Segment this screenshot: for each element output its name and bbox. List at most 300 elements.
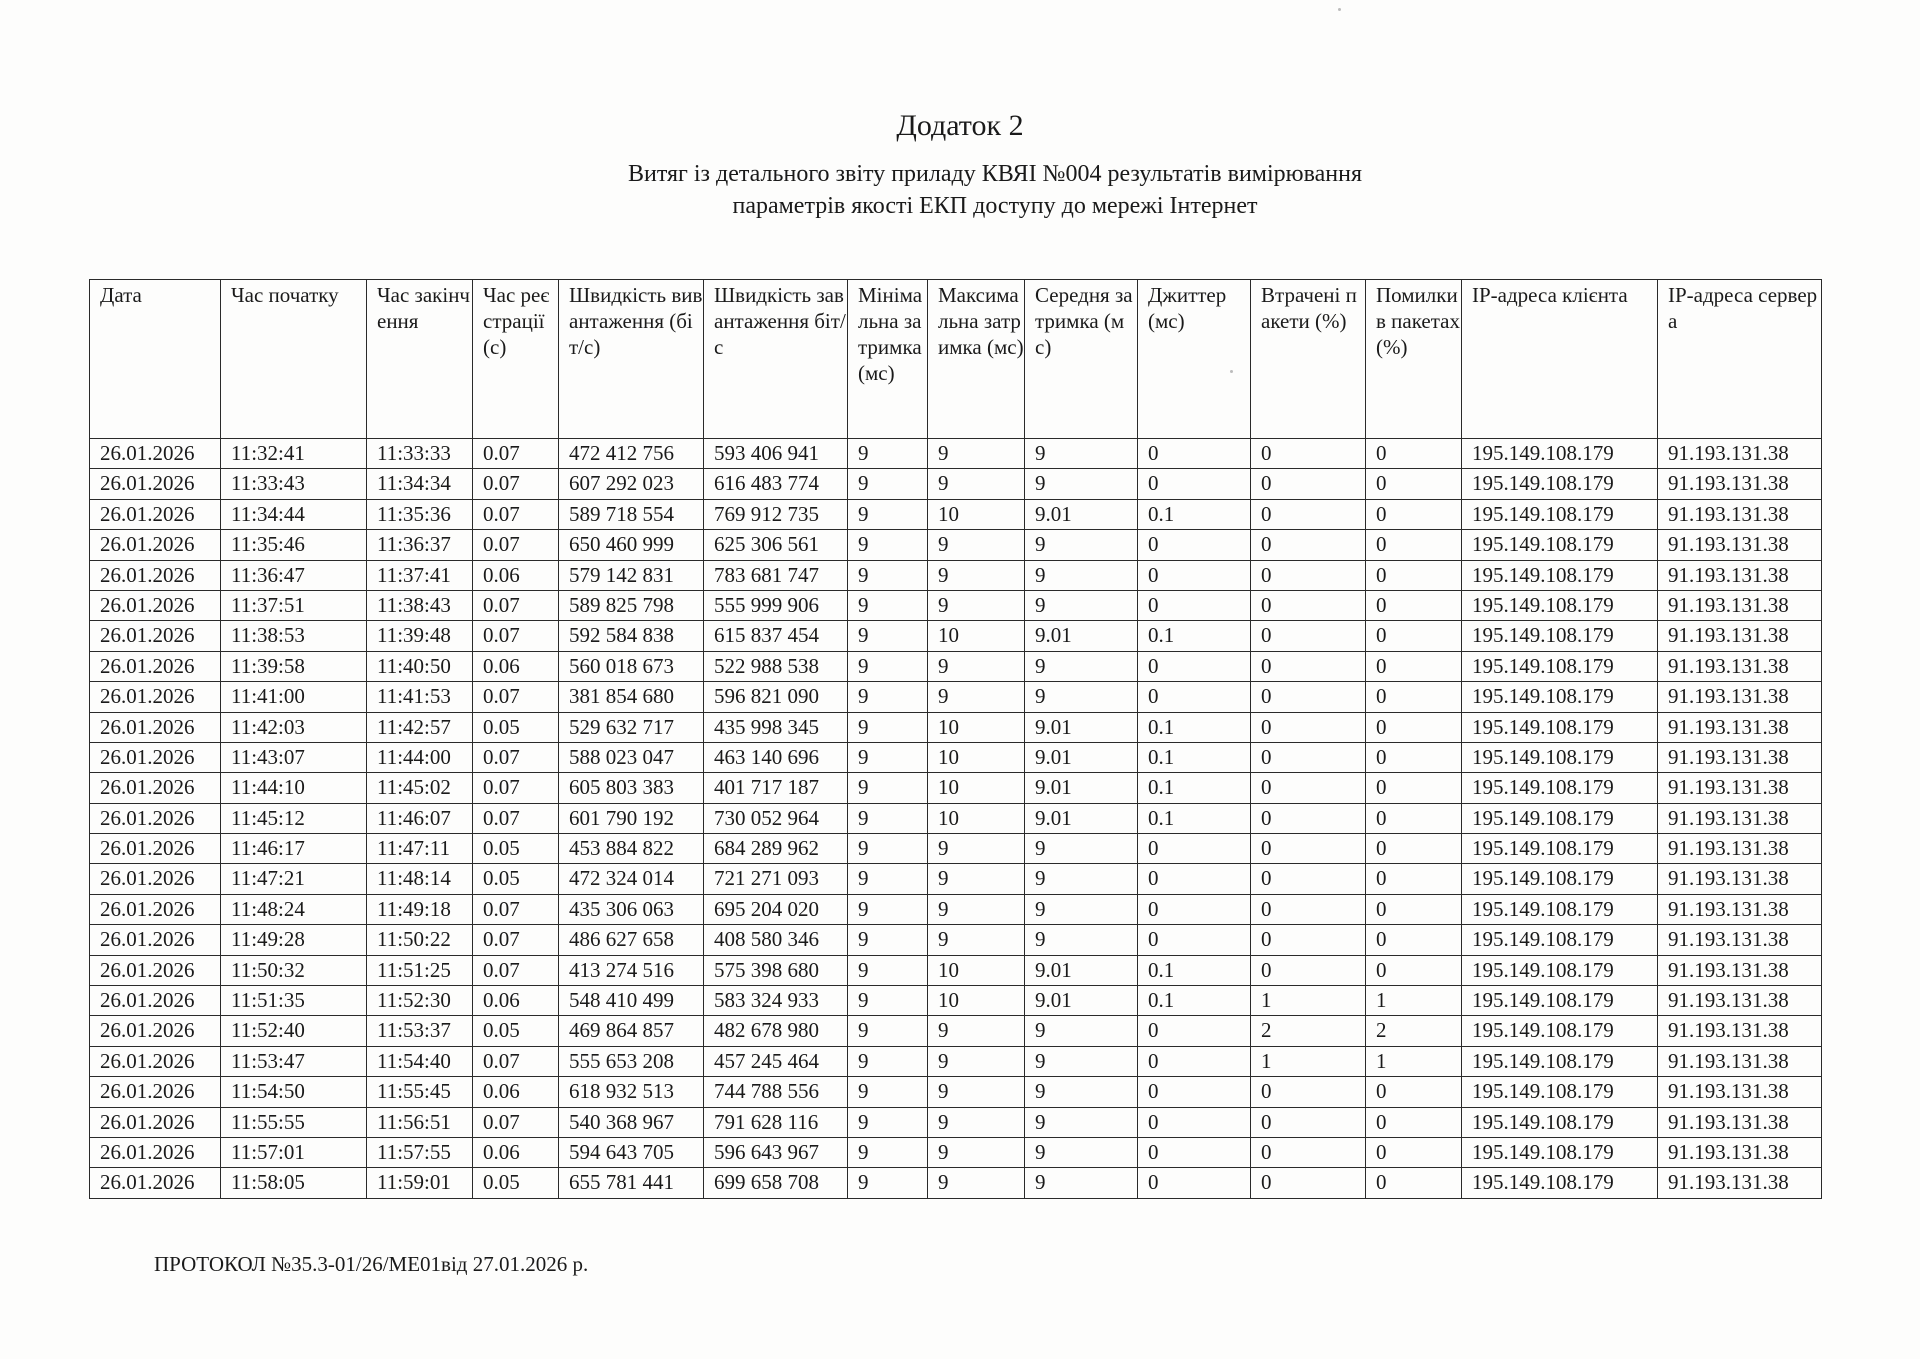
cell-packet-errors: 0 — [1366, 894, 1462, 924]
cell-avg-latency: 9.01 — [1025, 986, 1138, 1016]
cell-date: 26.01.2026 — [90, 925, 221, 955]
cell-max-latency: 9 — [928, 834, 1025, 864]
cell-start-time: 11:42:03 — [221, 712, 367, 742]
cell-min-latency: 9 — [848, 986, 928, 1016]
header-start-time: Час початку — [221, 280, 367, 439]
cell-date: 26.01.2026 — [90, 439, 221, 469]
cell-registration-time: 0.07 — [473, 590, 559, 620]
cell-avg-latency: 9 — [1025, 894, 1138, 924]
cell-max-latency: 9 — [928, 864, 1025, 894]
cell-date: 26.01.2026 — [90, 651, 221, 681]
cell-packet-errors: 1 — [1366, 986, 1462, 1016]
cell-start-time: 11:36:47 — [221, 560, 367, 590]
cell-end-time: 11:48:14 — [367, 864, 473, 894]
cell-packet-errors: 1 — [1366, 1046, 1462, 1076]
cell-upload-speed: 540 368 967 — [559, 1107, 704, 1137]
cell-min-latency: 9 — [848, 621, 928, 651]
cell-end-time: 11:36:37 — [367, 530, 473, 560]
cell-server-ip: 91.193.131.38 — [1658, 499, 1822, 529]
scan-speck — [1230, 370, 1233, 373]
cell-client-ip: 195.149.108.179 — [1462, 1046, 1658, 1076]
table-row — [90, 955, 1822, 985]
cell-end-time: 11:47:11 — [367, 834, 473, 864]
cell-lost-packets: 0 — [1251, 803, 1366, 833]
table-row — [90, 773, 1822, 803]
cell-min-latency: 9 — [848, 1137, 928, 1167]
table-row — [90, 560, 1822, 590]
cell-download-speed: 463 140 696 — [704, 742, 848, 772]
cell-jitter: 0 — [1138, 651, 1251, 681]
cell-end-time: 11:38:43 — [367, 590, 473, 620]
cell-jitter: 0 — [1138, 560, 1251, 590]
cell-start-time: 11:54:50 — [221, 1077, 367, 1107]
cell-registration-time: 0.07 — [473, 621, 559, 651]
cell-end-time: 11:51:25 — [367, 955, 473, 985]
cell-jitter: 0 — [1138, 834, 1251, 864]
cell-start-time: 11:53:47 — [221, 1046, 367, 1076]
table-row — [90, 1016, 1822, 1046]
cell-max-latency: 9 — [928, 1137, 1025, 1167]
cell-server-ip: 91.193.131.38 — [1658, 864, 1822, 894]
cell-server-ip: 91.193.131.38 — [1658, 955, 1822, 985]
cell-avg-latency: 9 — [1025, 925, 1138, 955]
cell-avg-latency: 9.01 — [1025, 712, 1138, 742]
cell-max-latency: 10 — [928, 621, 1025, 651]
cell-client-ip: 195.149.108.179 — [1462, 834, 1658, 864]
cell-client-ip: 195.149.108.179 — [1462, 955, 1658, 985]
cell-client-ip: 195.149.108.179 — [1462, 1016, 1658, 1046]
cell-packet-errors: 0 — [1366, 530, 1462, 560]
cell-min-latency: 9 — [848, 773, 928, 803]
cell-download-speed: 401 717 187 — [704, 773, 848, 803]
cell-avg-latency: 9.01 — [1025, 621, 1138, 651]
cell-registration-time: 0.07 — [473, 803, 559, 833]
cell-avg-latency: 9.01 — [1025, 773, 1138, 803]
cell-end-time: 11:52:30 — [367, 986, 473, 1016]
cell-server-ip: 91.193.131.38 — [1658, 590, 1822, 620]
cell-packet-errors: 0 — [1366, 590, 1462, 620]
cell-lost-packets: 0 — [1251, 712, 1366, 742]
cell-min-latency: 9 — [848, 1168, 928, 1198]
cell-upload-speed: 529 632 717 — [559, 712, 704, 742]
cell-server-ip: 91.193.131.38 — [1658, 742, 1822, 772]
cell-avg-latency: 9 — [1025, 864, 1138, 894]
cell-packet-errors: 0 — [1366, 499, 1462, 529]
table-row — [90, 651, 1822, 681]
cell-client-ip: 195.149.108.179 — [1462, 530, 1658, 560]
header-packet-errors: Помилки в пакетах (%) — [1366, 280, 1462, 439]
cell-client-ip: 195.149.108.179 — [1462, 1107, 1658, 1137]
cell-client-ip: 195.149.108.179 — [1462, 499, 1658, 529]
cell-max-latency: 9 — [928, 1168, 1025, 1198]
cell-download-speed: 791 628 116 — [704, 1107, 848, 1137]
cell-jitter: 0.1 — [1138, 986, 1251, 1016]
cell-server-ip: 91.193.131.38 — [1658, 712, 1822, 742]
cell-upload-speed: 589 825 798 — [559, 590, 704, 620]
cell-client-ip: 195.149.108.179 — [1462, 439, 1658, 469]
cell-lost-packets: 0 — [1251, 682, 1366, 712]
cell-start-time: 11:35:46 — [221, 530, 367, 560]
cell-date: 26.01.2026 — [90, 864, 221, 894]
cell-client-ip: 195.149.108.179 — [1462, 1137, 1658, 1167]
cell-registration-time: 0.06 — [473, 560, 559, 590]
cell-client-ip: 195.149.108.179 — [1462, 1168, 1658, 1198]
cell-upload-speed: 560 018 673 — [559, 651, 704, 681]
cell-jitter: 0.1 — [1138, 712, 1251, 742]
cell-start-time: 11:44:10 — [221, 773, 367, 803]
cell-min-latency: 9 — [848, 1077, 928, 1107]
cell-download-speed: 730 052 964 — [704, 803, 848, 833]
cell-jitter: 0.1 — [1138, 742, 1251, 772]
protocol-footer: ПРОТОКОЛ №35.3-01/26/МЕ01від 27.01.2026 р. — [154, 1252, 589, 1276]
cell-lost-packets: 0 — [1251, 499, 1366, 529]
cell-lost-packets: 2 — [1251, 1016, 1366, 1046]
cell-max-latency: 9 — [928, 590, 1025, 620]
cell-date: 26.01.2026 — [90, 469, 221, 499]
header-upload-speed: Швидкість вивантаження (біт/с) — [559, 280, 704, 439]
cell-max-latency: 10 — [928, 773, 1025, 803]
cell-min-latency: 9 — [848, 439, 928, 469]
cell-registration-time: 0.07 — [473, 955, 559, 985]
cell-download-speed: 699 658 708 — [704, 1168, 848, 1198]
cell-start-time: 11:52:40 — [221, 1016, 367, 1046]
header-lost-packets: Втрачені пакети (%) — [1251, 280, 1366, 439]
cell-registration-time: 0.07 — [473, 742, 559, 772]
cell-download-speed: 596 821 090 — [704, 682, 848, 712]
cell-download-speed: 625 306 561 — [704, 530, 848, 560]
cell-end-time: 11:59:01 — [367, 1168, 473, 1198]
cell-server-ip: 91.193.131.38 — [1658, 682, 1822, 712]
table-row — [90, 590, 1822, 620]
cell-jitter: 0.1 — [1138, 773, 1251, 803]
table-row — [90, 1046, 1822, 1076]
cell-server-ip: 91.193.131.38 — [1658, 560, 1822, 590]
cell-download-speed: 583 324 933 — [704, 986, 848, 1016]
cell-lost-packets: 0 — [1251, 439, 1366, 469]
table-row — [90, 712, 1822, 742]
cell-jitter: 0.1 — [1138, 621, 1251, 651]
cell-date: 26.01.2026 — [90, 712, 221, 742]
cell-packet-errors: 0 — [1366, 834, 1462, 864]
cell-jitter: 0 — [1138, 1107, 1251, 1137]
cell-date: 26.01.2026 — [90, 1046, 221, 1076]
cell-avg-latency: 9.01 — [1025, 742, 1138, 772]
cell-jitter: 0.1 — [1138, 955, 1251, 985]
document-subtitle — [0, 158, 1920, 222]
cell-client-ip: 195.149.108.179 — [1462, 560, 1658, 590]
cell-max-latency: 10 — [928, 955, 1025, 985]
cell-date: 26.01.2026 — [90, 1168, 221, 1198]
cell-download-speed: 555 999 906 — [704, 590, 848, 620]
cell-lost-packets: 0 — [1251, 864, 1366, 894]
cell-packet-errors: 0 — [1366, 651, 1462, 681]
cell-max-latency: 9 — [928, 894, 1025, 924]
cell-server-ip: 91.193.131.38 — [1658, 1077, 1822, 1107]
cell-packet-errors: 0 — [1366, 1107, 1462, 1137]
header-jitter: Джиттер (мс) — [1138, 280, 1251, 439]
cell-download-speed: 615 837 454 — [704, 621, 848, 651]
cell-lost-packets: 0 — [1251, 894, 1366, 924]
cell-server-ip: 91.193.131.38 — [1658, 1046, 1822, 1076]
cell-lost-packets: 0 — [1251, 560, 1366, 590]
cell-avg-latency: 9.01 — [1025, 499, 1138, 529]
cell-registration-time: 0.07 — [473, 499, 559, 529]
cell-registration-time: 0.06 — [473, 1137, 559, 1167]
appendix-title: Додаток 2 — [896, 109, 1024, 142]
cell-end-time: 11:55:45 — [367, 1077, 473, 1107]
cell-jitter: 0 — [1138, 1137, 1251, 1167]
cell-date: 26.01.2026 — [90, 803, 221, 833]
cell-max-latency: 9 — [928, 560, 1025, 590]
header-server-ip: IP-адреса сервера — [1658, 280, 1822, 439]
cell-download-speed: 684 289 962 — [704, 834, 848, 864]
cell-packet-errors: 0 — [1366, 1077, 1462, 1107]
cell-registration-time: 0.05 — [473, 834, 559, 864]
header-end-time: Час закінчення — [367, 280, 473, 439]
cell-end-time: 11:49:18 — [367, 894, 473, 924]
table-row — [90, 894, 1822, 924]
cell-start-time: 11:49:28 — [221, 925, 367, 955]
cell-registration-time: 0.07 — [473, 925, 559, 955]
cell-max-latency: 10 — [928, 986, 1025, 1016]
cell-registration-time: 0.06 — [473, 1077, 559, 1107]
cell-upload-speed: 555 653 208 — [559, 1046, 704, 1076]
table-row — [90, 1168, 1822, 1198]
cell-registration-time: 0.07 — [473, 773, 559, 803]
cell-min-latency: 9 — [848, 864, 928, 894]
cell-server-ip: 91.193.131.38 — [1658, 530, 1822, 560]
cell-end-time: 11:40:50 — [367, 651, 473, 681]
table-row — [90, 682, 1822, 712]
cell-packet-errors: 0 — [1366, 621, 1462, 651]
cell-upload-speed: 650 460 999 — [559, 530, 704, 560]
cell-avg-latency: 9.01 — [1025, 955, 1138, 985]
cell-end-time: 11:34:34 — [367, 469, 473, 499]
table-row — [90, 530, 1822, 560]
cell-min-latency: 9 — [848, 682, 928, 712]
cell-min-latency: 9 — [848, 560, 928, 590]
cell-packet-errors: 0 — [1366, 560, 1462, 590]
cell-avg-latency: 9 — [1025, 439, 1138, 469]
cell-start-time: 11:39:58 — [221, 651, 367, 681]
cell-download-speed: 408 580 346 — [704, 925, 848, 955]
cell-download-speed: 575 398 680 — [704, 955, 848, 985]
cell-lost-packets: 1 — [1251, 986, 1366, 1016]
cell-max-latency: 9 — [928, 1016, 1025, 1046]
cell-end-time: 11:42:57 — [367, 712, 473, 742]
cell-jitter: 0 — [1138, 530, 1251, 560]
cell-min-latency: 9 — [848, 469, 928, 499]
cell-lost-packets: 0 — [1251, 1077, 1366, 1107]
cell-jitter: 0 — [1138, 1016, 1251, 1046]
subtitle-line-1: Витяг із детального звіту приладу КВЯІ №004 результатів вимірювання — [627, 161, 1362, 187]
header-min-latency: Мінімальна затримка (мс) — [848, 280, 928, 439]
cell-avg-latency: 9 — [1025, 1046, 1138, 1076]
cell-min-latency: 9 — [848, 894, 928, 924]
cell-date: 26.01.2026 — [90, 682, 221, 712]
cell-client-ip: 195.149.108.179 — [1462, 621, 1658, 651]
cell-registration-time: 0.05 — [473, 864, 559, 894]
cell-upload-speed: 618 932 513 — [559, 1077, 704, 1107]
cell-date: 26.01.2026 — [90, 1107, 221, 1137]
cell-server-ip: 91.193.131.38 — [1658, 834, 1822, 864]
cell-min-latency: 9 — [848, 1107, 928, 1137]
cell-server-ip: 91.193.131.38 — [1658, 621, 1822, 651]
cell-jitter: 0 — [1138, 682, 1251, 712]
cell-jitter: 0 — [1138, 590, 1251, 620]
cell-packet-errors: 0 — [1366, 742, 1462, 772]
cell-min-latency: 9 — [848, 651, 928, 681]
cell-avg-latency: 9 — [1025, 1137, 1138, 1167]
cell-date: 26.01.2026 — [90, 499, 221, 529]
cell-max-latency: 9 — [928, 925, 1025, 955]
cell-registration-time: 0.06 — [473, 651, 559, 681]
cell-avg-latency: 9 — [1025, 682, 1138, 712]
cell-download-speed: 482 678 980 — [704, 1016, 848, 1046]
cell-max-latency: 9 — [928, 651, 1025, 681]
cell-upload-speed: 594 643 705 — [559, 1137, 704, 1167]
cell-packet-errors: 0 — [1366, 439, 1462, 469]
cell-min-latency: 9 — [848, 834, 928, 864]
table-row — [90, 1137, 1822, 1167]
cell-avg-latency: 9 — [1025, 469, 1138, 499]
cell-packet-errors: 0 — [1366, 1168, 1462, 1198]
cell-download-speed: 783 681 747 — [704, 560, 848, 590]
cell-end-time: 11:41:53 — [367, 682, 473, 712]
cell-lost-packets: 1 — [1251, 1046, 1366, 1076]
cell-avg-latency: 9.01 — [1025, 803, 1138, 833]
cell-server-ip: 91.193.131.38 — [1658, 986, 1822, 1016]
cell-client-ip: 195.149.108.179 — [1462, 682, 1658, 712]
cell-jitter: 0 — [1138, 1077, 1251, 1107]
cell-date: 26.01.2026 — [90, 530, 221, 560]
cell-max-latency: 10 — [928, 742, 1025, 772]
cell-max-latency: 9 — [928, 530, 1025, 560]
cell-lost-packets: 0 — [1251, 1137, 1366, 1167]
cell-jitter: 0 — [1138, 864, 1251, 894]
cell-download-speed: 593 406 941 — [704, 439, 848, 469]
cell-lost-packets: 0 — [1251, 742, 1366, 772]
cell-packet-errors: 0 — [1366, 773, 1462, 803]
cell-client-ip: 195.149.108.179 — [1462, 651, 1658, 681]
table-row — [90, 1107, 1822, 1137]
cell-jitter: 0 — [1138, 925, 1251, 955]
cell-avg-latency: 9 — [1025, 530, 1138, 560]
cell-registration-time: 0.07 — [473, 469, 559, 499]
cell-packet-errors: 0 — [1366, 712, 1462, 742]
cell-client-ip: 195.149.108.179 — [1462, 803, 1658, 833]
cell-min-latency: 9 — [848, 1016, 928, 1046]
cell-packet-errors: 0 — [1366, 803, 1462, 833]
cell-lost-packets: 0 — [1251, 834, 1366, 864]
cell-download-speed: 596 643 967 — [704, 1137, 848, 1167]
cell-date: 26.01.2026 — [90, 986, 221, 1016]
cell-avg-latency: 9 — [1025, 834, 1138, 864]
cell-start-time: 11:46:17 — [221, 834, 367, 864]
cell-server-ip: 91.193.131.38 — [1658, 439, 1822, 469]
cell-client-ip: 195.149.108.179 — [1462, 925, 1658, 955]
cell-jitter: 0 — [1138, 894, 1251, 924]
cell-download-speed: 457 245 464 — [704, 1046, 848, 1076]
cell-server-ip: 91.193.131.38 — [1658, 925, 1822, 955]
cell-max-latency: 9 — [928, 682, 1025, 712]
cell-end-time: 11:56:51 — [367, 1107, 473, 1137]
cell-start-time: 11:50:32 — [221, 955, 367, 985]
cell-date: 26.01.2026 — [90, 1077, 221, 1107]
cell-packet-errors: 2 — [1366, 1016, 1462, 1046]
cell-registration-time: 0.06 — [473, 986, 559, 1016]
cell-start-time: 11:38:53 — [221, 621, 367, 651]
cell-registration-time: 0.07 — [473, 439, 559, 469]
cell-upload-speed: 655 781 441 — [559, 1168, 704, 1198]
cell-min-latency: 9 — [848, 925, 928, 955]
cell-registration-time: 0.07 — [473, 1107, 559, 1137]
cell-packet-errors: 0 — [1366, 682, 1462, 712]
cell-end-time: 11:50:22 — [367, 925, 473, 955]
cell-avg-latency: 9 — [1025, 590, 1138, 620]
cell-end-time: 11:39:48 — [367, 621, 473, 651]
header-client-ip: IP-адреса клієнта — [1462, 280, 1658, 439]
cell-upload-speed: 607 292 023 — [559, 469, 704, 499]
cell-start-time: 11:32:41 — [221, 439, 367, 469]
cell-registration-time: 0.07 — [473, 682, 559, 712]
cell-client-ip: 195.149.108.179 — [1462, 894, 1658, 924]
cell-max-latency: 9 — [928, 439, 1025, 469]
table-row — [90, 621, 1822, 651]
cell-lost-packets: 0 — [1251, 590, 1366, 620]
cell-lost-packets: 0 — [1251, 955, 1366, 985]
cell-start-time: 11:41:00 — [221, 682, 367, 712]
cell-start-time: 11:48:24 — [221, 894, 367, 924]
header-avg-latency: Середня затримка (мс) — [1025, 280, 1138, 439]
cell-server-ip: 91.193.131.38 — [1658, 1016, 1822, 1046]
cell-server-ip: 91.193.131.38 — [1658, 773, 1822, 803]
cell-upload-speed: 601 790 192 — [559, 803, 704, 833]
table-row — [90, 925, 1822, 955]
cell-client-ip: 195.149.108.179 — [1462, 590, 1658, 620]
cell-avg-latency: 9 — [1025, 560, 1138, 590]
cell-registration-time: 0.05 — [473, 1168, 559, 1198]
cell-min-latency: 9 — [848, 803, 928, 833]
cell-end-time: 11:53:37 — [367, 1016, 473, 1046]
cell-date: 26.01.2026 — [90, 955, 221, 985]
cell-avg-latency: 9 — [1025, 1107, 1138, 1137]
cell-lost-packets: 0 — [1251, 651, 1366, 681]
cell-max-latency: 9 — [928, 1107, 1025, 1137]
cell-packet-errors: 0 — [1366, 925, 1462, 955]
cell-server-ip: 91.193.131.38 — [1658, 469, 1822, 499]
table-row — [90, 986, 1822, 1016]
cell-upload-speed: 413 274 516 — [559, 955, 704, 985]
cell-server-ip: 91.193.131.38 — [1658, 1107, 1822, 1137]
cell-registration-time: 0.05 — [473, 712, 559, 742]
cell-min-latency: 9 — [848, 712, 928, 742]
cell-avg-latency: 9 — [1025, 1077, 1138, 1107]
table-row — [90, 834, 1822, 864]
cell-server-ip: 91.193.131.38 — [1658, 894, 1822, 924]
cell-start-time: 11:45:12 — [221, 803, 367, 833]
cell-lost-packets: 0 — [1251, 469, 1366, 499]
header-max-latency: Максимальна затримка (мс) — [928, 280, 1025, 439]
cell-lost-packets: 0 — [1251, 530, 1366, 560]
cell-registration-time: 0.07 — [473, 894, 559, 924]
cell-max-latency: 9 — [928, 1046, 1025, 1076]
cell-download-speed: 435 998 345 — [704, 712, 848, 742]
cell-upload-speed: 579 142 831 — [559, 560, 704, 590]
header-date: Дата — [90, 280, 221, 439]
cell-lost-packets: 0 — [1251, 773, 1366, 803]
cell-end-time: 11:46:07 — [367, 803, 473, 833]
